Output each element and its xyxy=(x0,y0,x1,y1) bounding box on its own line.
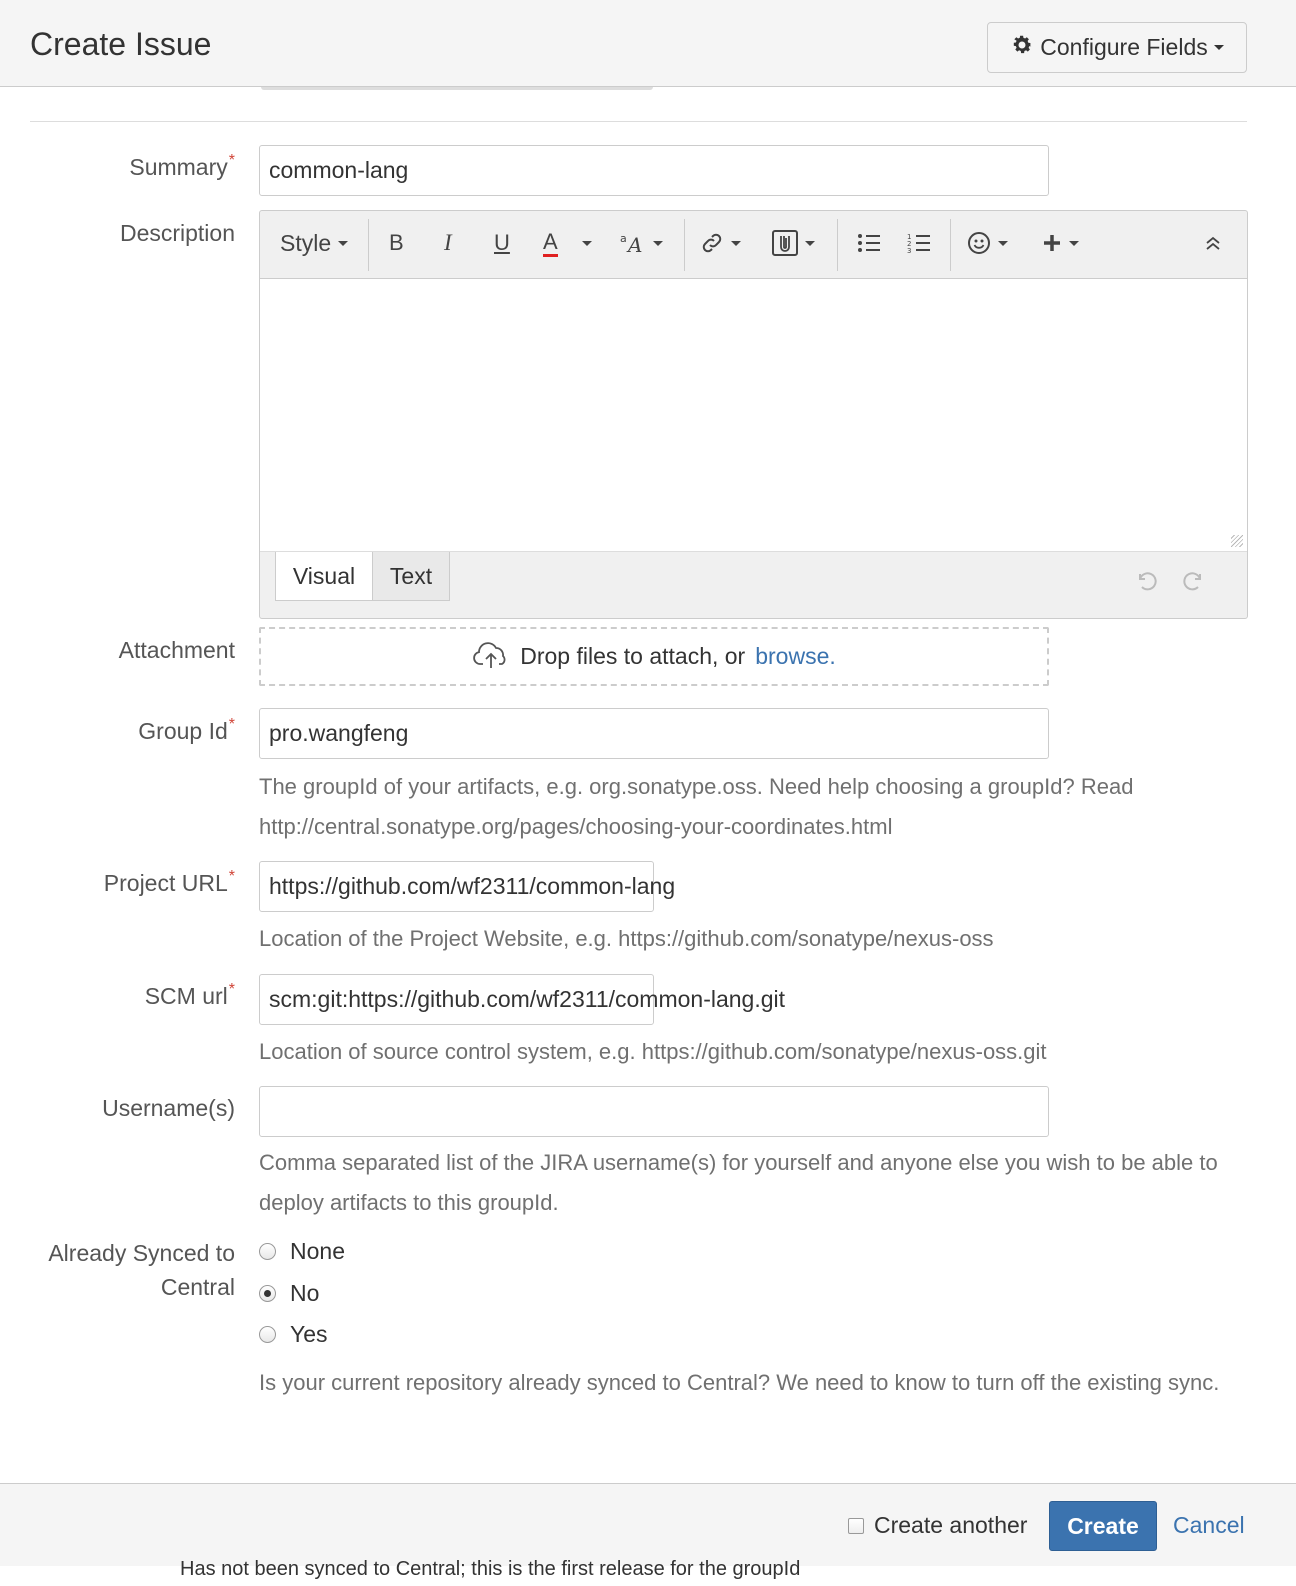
synced-label-line2: Central xyxy=(160,1274,235,1300)
link-dropdown[interactable] xyxy=(700,211,741,275)
attachment-label: Attachment xyxy=(118,637,235,663)
scm-url-label: SCM url* xyxy=(144,981,235,1009)
description-editor xyxy=(259,210,1248,619)
cloud-upload-icon xyxy=(472,639,510,675)
create-another-label: Create another xyxy=(874,1512,1028,1538)
summary-input[interactable]: common-lang xyxy=(259,145,1049,196)
scm-url-help: Location of source control system, e.g. https://github.com/sonatype/nexus-oss.git xyxy=(259,1039,1047,1064)
dialog-title: Create Issue xyxy=(30,26,212,62)
project-url-input[interactable]: https://github.com/wf2311/common-lang xyxy=(259,861,654,912)
resize-handle[interactable] xyxy=(1231,535,1243,547)
scm-url-input[interactable]: scm:git:https://github.com/wf2311/common-lang.git xyxy=(259,974,654,1025)
tab-text[interactable]: Text xyxy=(372,552,450,601)
bold-button[interactable]: B xyxy=(389,230,404,255)
numbered-list-icon xyxy=(907,233,931,253)
collapsed-field-stub xyxy=(261,87,653,90)
required-marker: * xyxy=(228,152,235,169)
svg-text:a: a xyxy=(620,232,627,245)
attachment-dropdown[interactable] xyxy=(772,211,815,275)
browse-link[interactable]: browse. xyxy=(755,643,836,669)
required-marker: * xyxy=(228,716,235,733)
svg-text:1: 1 xyxy=(907,233,912,241)
section-divider xyxy=(30,121,1247,122)
project-url-help: Location of the Project Website, e.g. https://github.com/sonatype/nexus-oss xyxy=(259,926,994,951)
summary-label: Summary* xyxy=(129,152,235,180)
emoticon-dropdown[interactable] xyxy=(967,211,1008,275)
insert-more-dropdown[interactable] xyxy=(1042,211,1079,275)
project-url-label: Project URL* xyxy=(103,868,235,896)
description-textarea[interactable] xyxy=(260,279,1247,552)
radio-button[interactable] xyxy=(259,1326,276,1343)
radio-button-selected[interactable] xyxy=(259,1285,276,1302)
create-button[interactable]: Create xyxy=(1049,1501,1157,1551)
attachment-text: Drop files to attach, or xyxy=(520,643,746,669)
svg-text:3: 3 xyxy=(907,247,912,255)
plus-icon xyxy=(1042,233,1062,253)
text-color-button[interactable]: A xyxy=(543,211,558,275)
dialog-header xyxy=(0,0,1296,87)
radio-option-yes[interactable] xyxy=(259,1321,328,1348)
text-size-dropdown[interactable] xyxy=(620,211,663,275)
usernames-input[interactable] xyxy=(259,1086,1049,1137)
svg-text:A: A xyxy=(628,233,643,257)
redo-icon[interactable] xyxy=(1182,569,1206,599)
paperclip-icon xyxy=(772,230,798,256)
group-id-input[interactable]: pro.wangfeng xyxy=(259,708,1049,759)
create-another-checkbox[interactable] xyxy=(848,1518,864,1534)
create-another-option[interactable] xyxy=(848,1512,1027,1539)
bullet-list-button[interactable] xyxy=(857,211,881,275)
collapse-toolbar-button[interactable] xyxy=(1204,211,1222,275)
link-icon xyxy=(700,231,724,255)
required-marker: * xyxy=(228,981,235,998)
synced-help: Is your current repository already synced to Central? We need to know to turn off the existing sync. xyxy=(259,1370,1220,1395)
radio-label: Yes xyxy=(290,1321,328,1347)
dialog-footer xyxy=(0,1483,1296,1566)
gear-icon xyxy=(1010,33,1034,63)
usernames-help: Comma separated list of the JIRA username(s) for yourself and anyone else you wish to be able to deploy artifacts to this groupId. xyxy=(259,1150,1218,1215)
underlying-page-text: Has not been synced to Central; this is the first release for the groupId xyxy=(0,1566,1296,1586)
radio-button[interactable] xyxy=(259,1243,276,1260)
undo-icon[interactable] xyxy=(1134,569,1158,599)
radio-label: None xyxy=(290,1238,345,1264)
font-size-icon xyxy=(620,232,646,257)
group-id-help: The groupId of your artifacts, e.g. org.sonatype.oss. Need help choosing a groupId? Read http://central.sonatype.org/pages/choosing-your-coordinates.html xyxy=(259,774,1134,839)
svg-text:2: 2 xyxy=(907,240,912,248)
group-id-label: Group Id* xyxy=(138,716,235,744)
configure-fields-button[interactable] xyxy=(987,22,1247,73)
radio-option-no[interactable] xyxy=(259,1280,319,1307)
cancel-link[interactable]: Cancel xyxy=(1173,1512,1245,1538)
tab-visual[interactable]: Visual xyxy=(275,552,373,601)
smiley-icon xyxy=(967,231,991,255)
editor-toolbar xyxy=(260,211,1247,279)
text-color-dropdown[interactable] xyxy=(582,211,592,275)
style-dropdown[interactable]: Style xyxy=(280,211,348,275)
attachment-dropzone[interactable] xyxy=(259,627,1049,686)
double-chevron-up-icon xyxy=(1204,235,1222,251)
configure-fields-label: Configure Fields xyxy=(1040,34,1208,60)
bullet-list-icon xyxy=(857,233,881,253)
required-marker: * xyxy=(228,868,235,885)
underline-button[interactable]: U xyxy=(494,230,510,255)
radio-option-none[interactable] xyxy=(259,1238,345,1265)
numbered-list-button[interactable] xyxy=(907,211,931,275)
usernames-label: Username(s) xyxy=(102,1095,235,1121)
synced-label-line1: Already Synced to xyxy=(48,1240,235,1266)
radio-label: No xyxy=(290,1280,320,1306)
italic-button[interactable]: I xyxy=(444,230,452,255)
chevron-down-icon xyxy=(1214,45,1224,50)
description-label: Description xyxy=(119,220,235,246)
